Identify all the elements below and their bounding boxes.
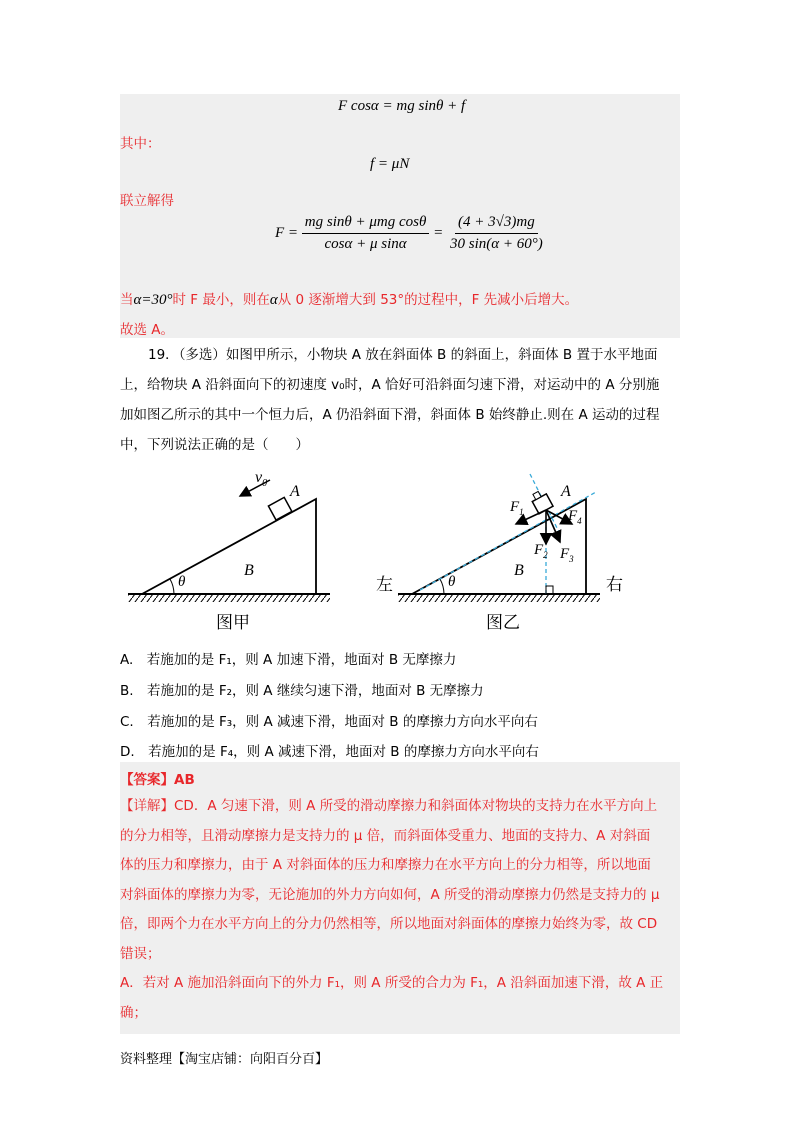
solution-choose: 故选 A。 — [120, 322, 175, 338]
figure-left — [128, 469, 330, 632]
analysis-line-8: 确； — [120, 1004, 147, 1021]
question-text-1: （多选）如图甲所示，小物块 A 放在斜面体 B 的斜面上，斜面体 B 置于水平地面 — [178, 347, 658, 363]
label-f3: $F_3$ — [560, 546, 574, 564]
label-f4: $F_4$ — [568, 508, 582, 526]
caption-left: 图甲 — [216, 613, 250, 632]
eq-equals: = — [433, 224, 444, 241]
right-angle-mark — [546, 586, 553, 594]
ground-hatch-left — [128, 595, 330, 602]
question-number: 19． — [148, 347, 179, 363]
question-line-1 — [120, 340, 680, 370]
fraction-2 — [447, 214, 546, 253]
direction-right-label: 右 — [606, 575, 623, 594]
solution-where-label: 其中： — [120, 136, 161, 152]
analysis-line-7: A．若对 A 施加沿斜面向下的外力 F₁，则 A 所受的合力为 F₁，A 沿斜面加速下滑，故 A 正 — [120, 975, 664, 991]
analysis-line-6: 错误； — [120, 945, 161, 962]
solution-combine-label: 联立解得 — [120, 193, 174, 209]
velocity-label: $v_0$ — [255, 469, 268, 489]
fraction-1-numerator: mg sinθ + μmg cosθ — [302, 214, 430, 234]
equation-friction: f = μN — [370, 156, 410, 172]
ground-hatch-right — [398, 595, 600, 602]
conclusion-part-c: 从 0 逐渐增大到 53°的过程中，F 先减小后增大。 — [277, 292, 579, 308]
body-label-left: B — [244, 562, 254, 579]
question-line-4: 中，下列说法正确的是（ ） — [120, 437, 309, 453]
answer-label: 【答案】AB — [120, 772, 195, 788]
angle-label-right: θ — [448, 574, 456, 590]
question-line-3: 加如图乙所示的其中一个恒力后，A 仍沿斜面下滑，斜面体 B 始终静止.则在 A 运动的过程 — [120, 407, 660, 423]
page-footer: 资料整理【淘宝店铺：向阳百分百】 — [120, 1052, 329, 1067]
direction-left-label: 左 — [376, 575, 393, 594]
label-f1: $F_1$ — [510, 499, 524, 517]
fraction-2-numerator: (4 + 3√3)mg — [455, 214, 538, 234]
conclusion-part-a: 当 — [120, 292, 134, 308]
option-c: C. 若施加的是 F₃，则 A 减速下滑，地面对 B 的摩擦力方向水平向右 — [120, 714, 538, 730]
option-b: B. 若施加的是 F₂，则 A 继续匀速下滑，地面对 B 无摩擦力 — [120, 683, 484, 699]
analysis-line-1: 【详解】CD．A 匀速下滑，则 A 所受的滑动摩擦力和斜面体对物块的支持力在水平方向上 — [120, 798, 658, 814]
figure-right — [376, 474, 623, 632]
equation-force-solution — [275, 214, 546, 253]
caption-right: 图乙 — [486, 613, 520, 632]
question-line-2: 上，给物块 A 沿斜面向下的初速度 v₀时，A 恰好可沿斜面匀速下滑，对运动中的 A 分别施 — [120, 377, 660, 393]
angle-arc-right — [440, 579, 444, 594]
conclusion-part-b: 时 F 最小，则在 — [172, 292, 270, 308]
conclusion-alpha-value: α=30° — [133, 292, 173, 308]
analysis-line-4: 对斜面体的摩擦力为零，无论施加的外力方向如何，A 所受的滑动摩擦力仍然是支持力的 μ — [120, 886, 660, 903]
dashed-incline-line — [420, 492, 596, 590]
question-19 — [120, 340, 680, 460]
option-d: D. 若施加的是 F₄，则 A 减速下滑，地面对 B 的摩擦力方向水平向右 — [120, 744, 539, 760]
equation-force-balance: F cosα = mg sinθ + f — [338, 98, 466, 114]
solution-conclusion — [120, 288, 578, 309]
block-label-left: A — [290, 483, 300, 500]
block-left — [268, 497, 291, 520]
block-label-right: A — [561, 483, 571, 500]
conclusion-alpha: α — [269, 292, 278, 308]
analysis-line-3: 体的压力和摩擦力，由于 A 对斜面体的压力和摩擦力在水平方向上的分力相等，所以地面 — [120, 857, 651, 873]
body-label-right: B — [514, 562, 524, 579]
analysis-line-5: 倍，即两个力在水平方向上的分力仍然相等，所以地面对斜面体的摩擦力始终为零，故 CD — [120, 916, 658, 932]
option-a: A. 若施加的是 F₁，则 A 加速下滑，地面对 B 无摩擦力 — [120, 652, 457, 668]
fraction-2-denominator: 30 sin(α + 60°) — [449, 236, 543, 252]
fraction-1-denominator: cosα + μ sinα — [324, 236, 407, 252]
block-right — [529, 489, 553, 514]
figures — [120, 462, 640, 642]
label-f2: $F_2$ — [534, 542, 548, 560]
angle-label-left: θ — [178, 574, 186, 590]
answer-analysis — [120, 792, 680, 1028]
angle-arc-left — [170, 579, 174, 594]
eq-lhs: F = — [275, 224, 299, 241]
analysis-line-2: 的分力相等，且滑动摩擦力是支持力的 μ 倍，而斜面体受重力、地面的支持力、A 对斜面 — [120, 827, 651, 844]
fraction-1 — [302, 214, 430, 253]
